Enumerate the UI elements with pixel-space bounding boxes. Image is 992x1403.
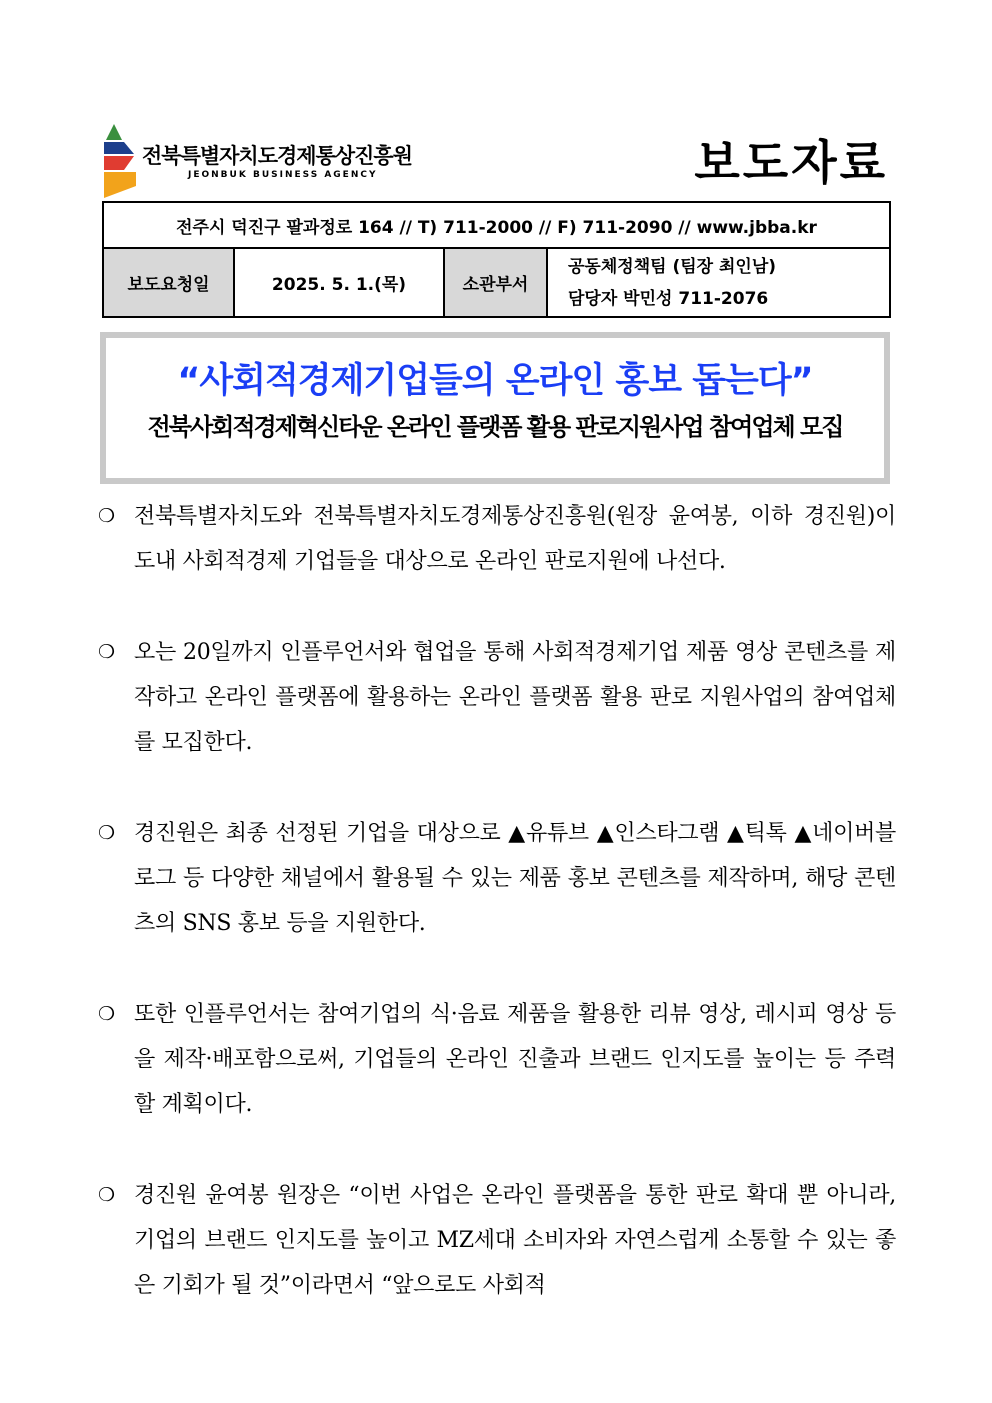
- contact-row: [103, 202, 890, 248]
- headline-title: “사회적경제기업들의 온라인 홍보 돕는다”: [177, 361, 813, 401]
- circle-bullet-icon: ❍: [98, 822, 115, 844]
- agency-logo-mark: [100, 124, 140, 198]
- paragraph-text: 또한 인플루언서는 참여기업의 식·음료 제품을 활용한 리뷰 영상, 레시피 영상 등을 제작·배포함으로써, 기업들의 온라인 진출과 브랜드 인지도를 높이는 등 주력할 계획이다.: [134, 1002, 896, 1117]
- headline-box: [100, 332, 890, 484]
- paragraph: [96, 992, 896, 1127]
- date-department-row: [103, 248, 890, 317]
- request-date-value: 2025. 5. 1.(목): [234, 248, 444, 317]
- paragraph-text: 오는 20일까지 인플루언서와 협업을 통해 사회적경제기업 제품 영상 콘텐츠를 제작하고 온라인 플랫폼에 활용하는 온라인 플랫폼 활용 판로 지원사업의 참여업체를 모집한다.: [134, 640, 896, 755]
- paragraph-text: 경진원은 최종 선정된 기업을 대상으로 ▲유튜브 ▲인스타그램 ▲틱톡 ▲네이버블로그 등 다양한 채널에서 활용될 수 있는 제품 홍보 콘텐츠를 제작하며, 해당 콘텐츠의 SNS 홍보 등을 지원한다.: [134, 821, 896, 936]
- document-type-title: 보도자료: [694, 136, 888, 191]
- paragraph: [96, 1173, 896, 1308]
- paragraph: [96, 811, 896, 946]
- agency-logo: [100, 124, 413, 198]
- paragraph-text: 전북특별자치도와 전북특별자치도경제통상진흥원(원장 윤여봉, 이하 경진원)이 도내 사회적경제 기업들을 대상으로 온라인 판로지원에 나선다.: [134, 504, 896, 574]
- agency-name: 전북특별자치도경제통상진흥원: [142, 144, 413, 168]
- department-cell: [547, 248, 890, 317]
- headline-subtitle: 전북사회적경제혁신타운 온라인 플랫폼 활용 판로지원사업 참여업체 모집: [147, 413, 843, 441]
- circle-bullet-icon: ❍: [98, 1184, 115, 1206]
- department-label: 소관부서: [444, 248, 547, 317]
- paragraph-text: 경진원 윤여봉 원장은 “이번 사업은 온라인 플랫폼을 통한 판로 확대 뿐 아니라, 기업의 브랜드 인지도를 높이고 MZ세대 소비자와 자연스럽게 소통할 수 있는 좋은 기회가 될 것”이라면서 “앞으로도 사회적: [134, 1183, 896, 1298]
- contact-person: 담당자 박민성 711-2076: [568, 288, 769, 309]
- contact-info: 전주시 덕진구 팔과정로 164 // T) 711-2000 // F) 711-2090 // www.jbba.kr: [103, 202, 890, 248]
- circle-bullet-icon: ❍: [98, 641, 115, 663]
- department-value: 공동체정책팀 (팀장 최인남): [568, 256, 777, 277]
- request-date-label: 보도요청일: [103, 248, 234, 317]
- paragraph: [96, 630, 896, 765]
- circle-bullet-icon: ❍: [98, 505, 115, 527]
- circle-bullet-icon: ❍: [98, 1003, 115, 1025]
- article-body: [96, 494, 896, 1308]
- press-info-table: [102, 201, 891, 318]
- paragraph: [96, 494, 896, 584]
- agency-name-english: JEONBUK BUSINESS AGENCY: [188, 170, 378, 180]
